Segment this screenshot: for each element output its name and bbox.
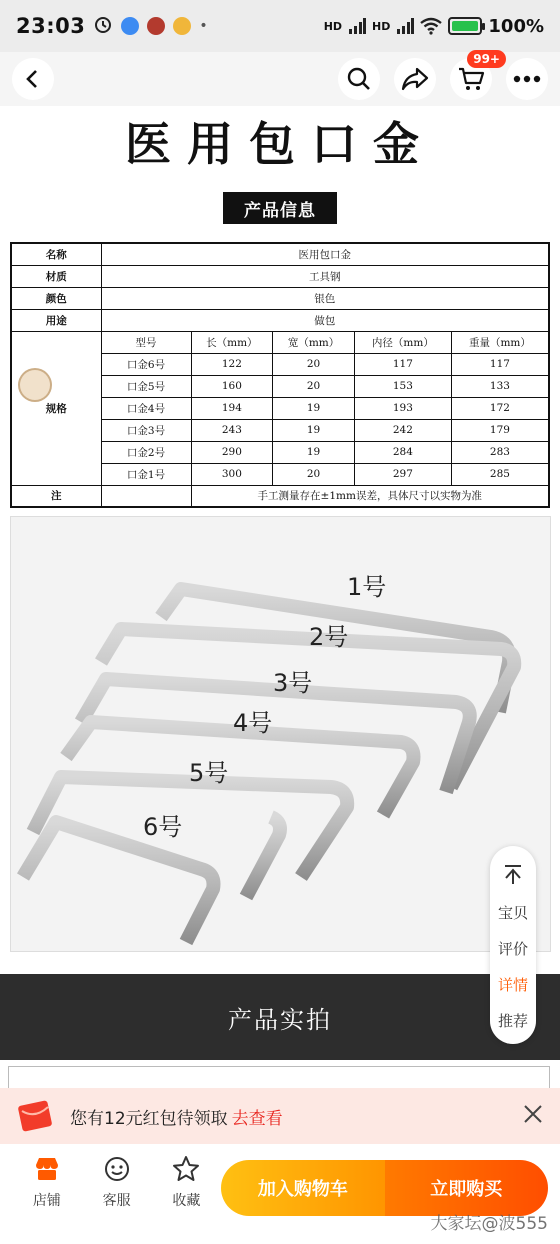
product-photo[interactable] xyxy=(10,516,551,952)
top-nav-bar xyxy=(0,52,560,106)
spec-cell: 20 xyxy=(273,375,355,397)
next-content-block xyxy=(8,1066,550,1088)
frame-size-label: 4号 xyxy=(233,709,273,737)
store-button[interactable] xyxy=(12,1154,82,1244)
spec-cell: 193 xyxy=(354,397,451,419)
table-row xyxy=(11,485,549,507)
purchase-buttons xyxy=(221,1160,548,1216)
spec-value: 工具钢 xyxy=(101,265,549,287)
coupon-text: 您有12元红包待领取 xyxy=(70,1108,228,1129)
signal-icon xyxy=(396,18,414,34)
spec-header: 长（mm） xyxy=(191,331,273,353)
spec-cell: 300 xyxy=(191,463,273,485)
red-envelope-icon xyxy=(16,1099,56,1133)
network-hd-label: HD xyxy=(323,19,343,33)
spec-cell: 172 xyxy=(451,397,549,419)
spec-cell: 297 xyxy=(354,463,451,485)
chevron-left-icon xyxy=(22,68,44,90)
spec-cell: 20 xyxy=(273,463,355,485)
battery-percent: 100% xyxy=(488,15,544,37)
spec-cell: 19 xyxy=(273,441,355,463)
spec-header: 宽（mm） xyxy=(273,331,355,353)
spec-cell: 194 xyxy=(191,397,273,419)
status-time: 23:03 xyxy=(16,14,86,38)
spec-cell: 285 xyxy=(451,463,549,485)
table-row xyxy=(11,331,549,353)
customer-service-label: 客服 xyxy=(102,1193,131,1209)
spec-note: 手工测量存在±1mm误差，具体尺寸以实物为准 xyxy=(191,485,549,507)
spec-cell: 153 xyxy=(354,375,451,397)
arrow-up-icon xyxy=(502,862,524,886)
spec-label: 规格 xyxy=(11,331,101,485)
product-title-calligraphy: 医用包口金 xyxy=(125,117,435,171)
customer-service-button[interactable] xyxy=(82,1154,152,1244)
favorite-button[interactable] xyxy=(151,1154,221,1244)
share-icon xyxy=(401,66,429,92)
product-detail-content[interactable] xyxy=(0,106,560,1088)
cart-count-badge: 99+ xyxy=(467,50,506,68)
spec-cell: 口金1号 xyxy=(101,463,191,485)
more-button[interactable] xyxy=(506,58,548,100)
search-button[interactable] xyxy=(338,58,380,100)
bag-frames-illustration xyxy=(11,517,551,952)
spec-label: 名称 xyxy=(11,243,101,265)
back-button[interactable] xyxy=(12,58,54,100)
spec-label: 用途 xyxy=(11,309,101,331)
alarm-icon xyxy=(93,14,113,38)
spec-value: 医用包口金 xyxy=(101,243,549,265)
more-dot-icon: • xyxy=(199,18,208,34)
battery-icon xyxy=(448,17,482,35)
spec-cell: 19 xyxy=(273,397,355,419)
back-to-top-button[interactable] xyxy=(502,854,524,894)
coupon-banner[interactable] xyxy=(0,1088,560,1144)
side-nav-item-baby[interactable]: 宝贝 xyxy=(497,903,528,922)
frame-size-label: 5号 xyxy=(189,759,229,787)
spec-cell: 口金6号 xyxy=(101,353,191,375)
cart-icon xyxy=(457,66,485,92)
spec-cell: 口金5号 xyxy=(101,375,191,397)
customer-service-icon xyxy=(103,1155,131,1183)
spec-cell: 19 xyxy=(273,419,355,441)
spec-header: 内径（mm） xyxy=(354,331,451,353)
store-icon xyxy=(33,1155,61,1183)
store-label: 店铺 xyxy=(32,1193,61,1209)
spec-table xyxy=(10,242,550,508)
spec-cell: 242 xyxy=(354,419,451,441)
spec-header: 型号 xyxy=(101,331,191,353)
spec-value: 银色 xyxy=(101,287,549,309)
favorite-label: 收藏 xyxy=(172,1193,201,1209)
app-notification-icon xyxy=(147,17,165,35)
spec-cell: 口金3号 xyxy=(101,419,191,441)
app-notification-icon xyxy=(121,17,139,35)
spec-label: 材质 xyxy=(11,265,101,287)
spec-header: 重量（mm） xyxy=(451,331,549,353)
product-info-tag: 产品信息 xyxy=(223,192,337,224)
table-row xyxy=(11,243,549,265)
spec-value: 做包 xyxy=(101,309,549,331)
side-nav-item-reviews[interactable]: 评价 xyxy=(497,939,528,958)
frame-size-label: 2号 xyxy=(309,623,349,651)
frame-size-label: 6号 xyxy=(143,813,183,841)
side-nav-item-details[interactable]: 详情 xyxy=(497,975,528,994)
forum-watermark: 大家坛@波555 xyxy=(430,1214,548,1234)
spec-cell: 243 xyxy=(191,419,273,441)
table-row xyxy=(11,265,549,287)
app-notification-icon xyxy=(173,17,191,35)
buy-now-button[interactable]: 立即购买 xyxy=(385,1160,548,1216)
spec-cell: 290 xyxy=(191,441,273,463)
spec-cell: 179 xyxy=(451,419,549,441)
spec-cell: 160 xyxy=(191,375,273,397)
photo-section-title: 产品实拍 xyxy=(0,974,560,1060)
close-icon xyxy=(522,1103,544,1125)
add-to-cart-button[interactable]: 加入购物车 xyxy=(221,1160,384,1216)
spec-cell: 117 xyxy=(451,353,549,375)
spec-cell: 284 xyxy=(354,441,451,463)
side-section-nav xyxy=(490,846,536,1044)
table-row xyxy=(11,287,549,309)
search-icon xyxy=(346,66,372,92)
network-hd-label: HD xyxy=(372,19,391,33)
spec-label: 颜色 xyxy=(11,287,101,309)
coupon-view-link[interactable]: 去查看 xyxy=(231,1108,283,1129)
status-notification-icons xyxy=(93,14,207,38)
spec-label: 注 xyxy=(11,485,101,507)
spec-cell: 122 xyxy=(191,353,273,375)
frame-size-label: 1号 xyxy=(347,573,387,601)
wifi-icon xyxy=(420,17,442,35)
spec-cell: 283 xyxy=(451,441,549,463)
floating-assistant-icon[interactable] xyxy=(18,368,52,402)
signal-icon xyxy=(348,18,366,34)
close-coupon-button[interactable] xyxy=(522,1103,544,1129)
star-icon xyxy=(172,1155,200,1183)
spec-cell: 口金4号 xyxy=(101,397,191,419)
cart-button[interactable] xyxy=(450,52,500,100)
status-system-icons xyxy=(324,16,544,37)
spec-cell: 20 xyxy=(273,353,355,375)
frame-size-label: 3号 xyxy=(273,669,313,697)
spec-cell: 口金2号 xyxy=(101,441,191,463)
more-dots-icon xyxy=(512,74,542,84)
spec-cell: 117 xyxy=(354,353,451,375)
spec-cell-empty xyxy=(101,485,191,507)
status-bar xyxy=(0,0,560,52)
side-nav-item-recommend[interactable]: 推荐 xyxy=(497,1011,528,1030)
spec-cell: 133 xyxy=(451,375,549,397)
table-row xyxy=(11,309,549,331)
share-button[interactable] xyxy=(394,58,436,100)
